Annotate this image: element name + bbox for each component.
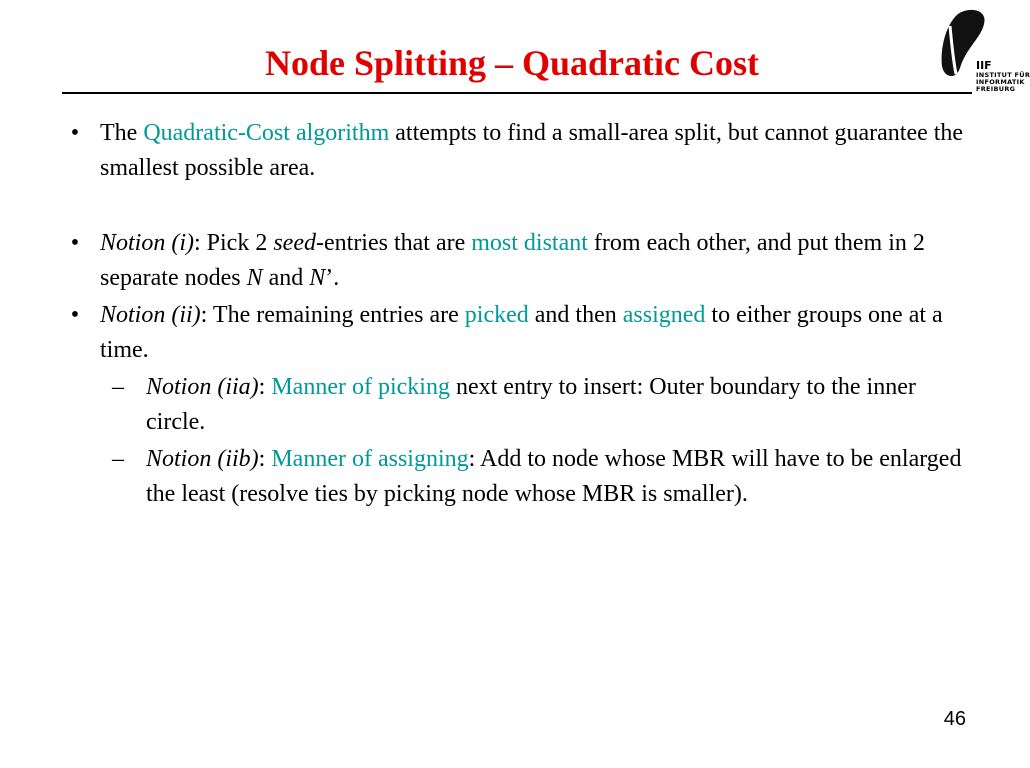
logo-text	[976, 72, 1030, 93]
bullet-text: -entries that are	[316, 230, 472, 256]
highlight-term: Quadratic-Cost algorithm	[143, 120, 390, 146]
bullet-marker: –	[112, 446, 124, 472]
sub-bullet-notion-iib	[60, 442, 970, 512]
bullet-notion-ii	[60, 298, 970, 368]
sub-bullet-notion-iia	[60, 370, 970, 440]
notion-label: Notion (iia)	[146, 374, 259, 400]
highlight-term: assigned	[622, 302, 706, 328]
bullet-marker: •	[70, 120, 80, 146]
title-underline	[62, 92, 972, 94]
page-number: 46	[943, 708, 966, 730]
highlight-term: picked	[464, 302, 529, 328]
node-n: N	[246, 265, 263, 291]
logo-abbrev: IIF	[976, 59, 992, 72]
bullet-marker: •	[70, 302, 80, 328]
bullet-text: and then	[528, 302, 623, 328]
slide-title: Node Splitting – Quadratic Cost	[264, 43, 760, 83]
notion-label: Notion (i)	[100, 230, 194, 256]
bullet-text: next entry to insert: Outer boundary to the inner circle.	[146, 374, 916, 435]
slide-body	[60, 116, 970, 512]
bullet-text: to either groups one at a time.	[100, 302, 943, 363]
bullet-text: : The remaining entries are	[200, 302, 465, 328]
highlight-term: Manner of picking	[271, 374, 450, 400]
notion-label: Notion (iib)	[146, 446, 259, 472]
highlight-term: Manner of assigning	[271, 446, 469, 472]
logo-line: FREIBURG	[976, 85, 1016, 93]
bullet-text: ’.	[325, 265, 340, 291]
iif-logo	[936, 8, 1030, 104]
bullet-notion-i	[60, 226, 970, 296]
bullet-text: from each other, and put them in 2 separate nodes	[100, 230, 925, 291]
bullet-text: : Pick 2	[194, 230, 274, 256]
bullet-text: :	[258, 374, 272, 400]
bullet-text: and	[262, 265, 310, 291]
bullet-marker: –	[112, 374, 124, 400]
bullet-marker: •	[70, 230, 80, 256]
seed-term: seed	[273, 230, 316, 256]
node-n-prime: N	[309, 265, 326, 291]
bullet-quadratic-cost	[60, 116, 970, 186]
logo-line: INFORMATIK	[976, 78, 1025, 86]
logo-line: INSTITUT FÜR	[976, 71, 1030, 79]
highlight-term: most distant	[471, 230, 588, 256]
bullet-text: attempts to find a small-area split, but cannot guarantee the smallest possible area.	[100, 120, 964, 181]
bullet-text: : Add to node whose MBR will have to be enlarged the least (resolve ties by picking node whose MBR is smaller).	[146, 446, 962, 507]
bullet-text: :	[258, 446, 272, 472]
bullet-text: The	[100, 120, 144, 146]
notion-label: Notion (ii)	[100, 302, 201, 328]
